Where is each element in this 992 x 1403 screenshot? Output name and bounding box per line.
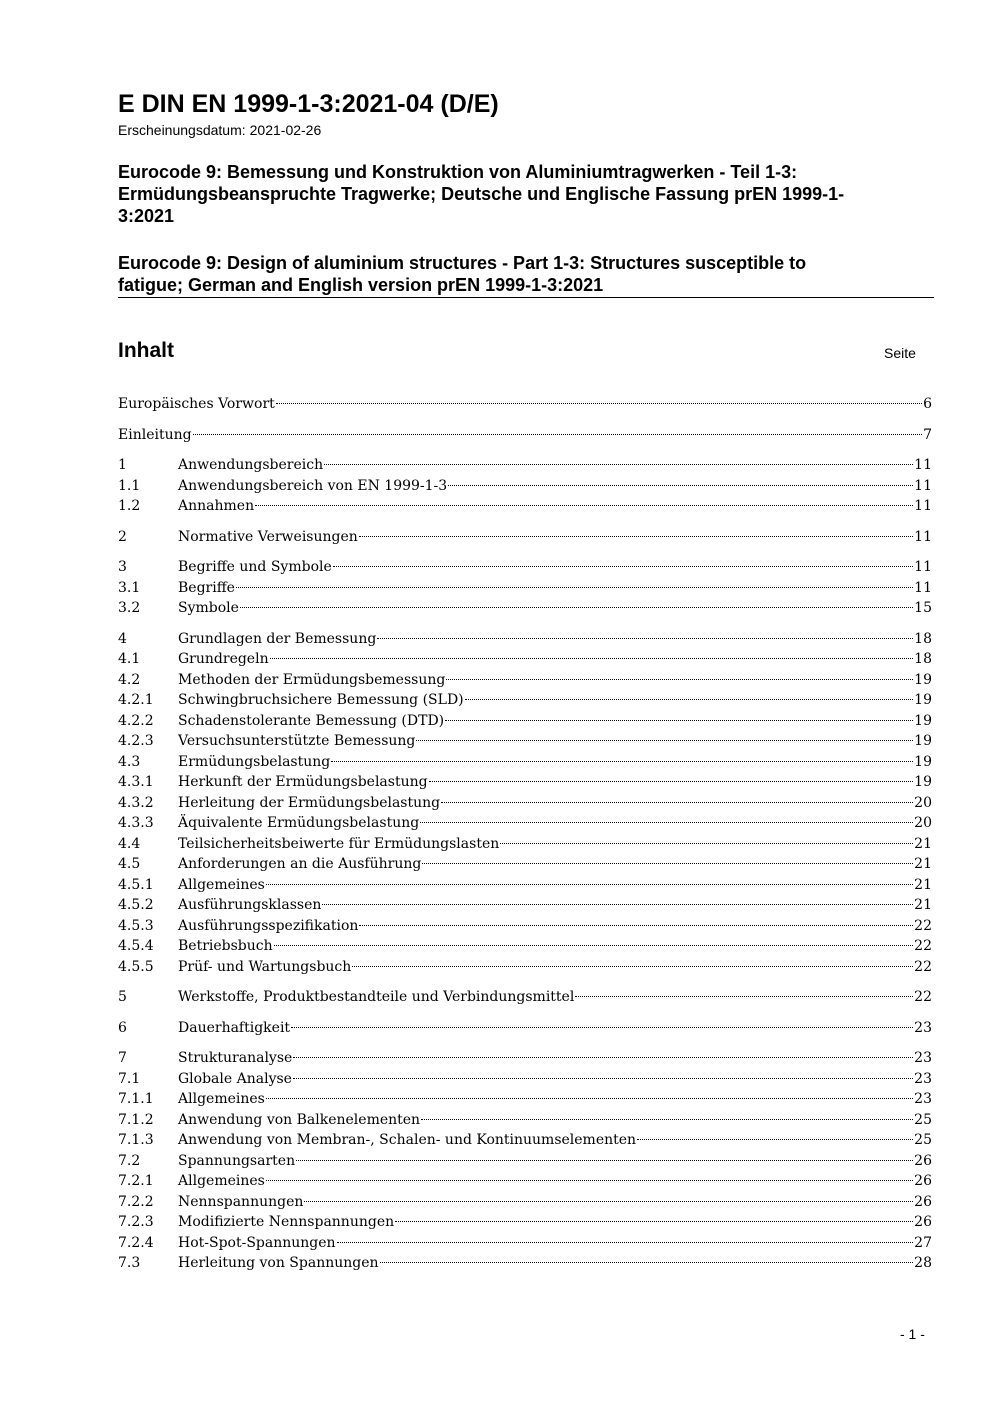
toc-entry-title: Strukturanalyse [178, 1048, 292, 1069]
toc-entry[interactable] [118, 711, 932, 732]
toc-entry-number: 4.3 [118, 753, 141, 770]
toc-entry-title: Dauerhaftigkeit [178, 1018, 290, 1039]
toc-entry-number: 1.1 [118, 477, 141, 494]
toc-entry-line [178, 557, 932, 578]
toc-entry-number: 4.5.3 [118, 917, 154, 934]
toc-entry-number: 4.3.2 [118, 794, 154, 811]
toc-entry-line [178, 1130, 932, 1151]
toc-entry-title: Spannungsarten [178, 1151, 295, 1172]
toc-dot-leader [359, 925, 913, 926]
toc-entry[interactable] [118, 957, 932, 978]
toc-entry-number: 7.1.1 [118, 1091, 154, 1107]
toc-entry[interactable] [118, 455, 932, 476]
toc-entry-page: 20 [914, 794, 932, 811]
toc-entry-number: 7.3 [118, 1255, 141, 1271]
toc-dot-leader [270, 658, 914, 659]
toc-dot-leader [333, 566, 913, 567]
title-german [118, 161, 933, 227]
toc-entry-number: 7.1 [118, 1070, 141, 1087]
toc-entry-title: Werkstoffe, Produktbestandteile und Verbindungsmittel [178, 987, 574, 1008]
toc-dot-leader [236, 587, 913, 588]
toc-entry-page: 11 [914, 528, 932, 545]
toc-entry-page: 21 [914, 856, 932, 872]
title-english-line: fatigue; German and English version prEN 1999-1-3:2021 [118, 275, 604, 295]
toc-entry-line [178, 455, 932, 476]
toc-entry-page: 22 [914, 938, 932, 954]
toc-entry-title: Europäisches Vorwort [118, 394, 275, 415]
toc-entry-line [178, 1192, 932, 1213]
toc-dot-leader [324, 464, 913, 465]
title-german-line: 3:2021 [118, 206, 175, 226]
toc-dot-leader [255, 505, 913, 506]
toc-entry-title: Einleitung [118, 425, 192, 446]
toc-dot-leader [291, 1027, 913, 1028]
toc-entry-page: 20 [914, 815, 932, 831]
toc-entry-page: 11 [914, 498, 932, 514]
toc-entry-line [178, 629, 932, 650]
toc-entry-line [178, 1253, 932, 1274]
toc-dot-leader [266, 1098, 913, 1099]
toc-entry[interactable] [118, 1171, 932, 1192]
toc-entry-title: Schadenstolerante Bemessung (DTD) [178, 711, 444, 732]
document-title: E DIN EN 1999-1-3:2021-04 (D/E) [118, 90, 499, 118]
title-german-line: Ermüdungsbeanspruchte Tragwerke; Deutsche und Englische Fassung prEN 1999-1- [118, 184, 845, 204]
toc-entry[interactable] [118, 1069, 932, 1090]
toc-dot-leader [446, 679, 913, 680]
toc-entry-title: Äquivalente Ermüdungsbelastung [178, 813, 419, 834]
toc-entry-number: 7.2.2 [118, 1193, 154, 1210]
toc-dot-leader [377, 638, 913, 639]
toc-entry-title: Nennspannungen [178, 1192, 303, 1213]
toc-entry-title: Ausführungsklassen [178, 895, 321, 916]
toc-entry[interactable] [118, 875, 932, 896]
toc-entry-line [178, 752, 932, 773]
toc-entry[interactable] [118, 1212, 932, 1233]
toc-entry-title: Hot-Spot-Spannungen [178, 1233, 336, 1254]
toc-entry-title: Globale Analyse [178, 1069, 292, 1090]
toc-dot-leader [293, 1057, 913, 1058]
toc-dot-leader [266, 884, 913, 885]
toc-entry-line [178, 916, 932, 937]
toc-entry-number: 4.5.2 [118, 897, 154, 913]
toc-entry-line [178, 793, 932, 814]
toc-entry-number: 7.2 [118, 1152, 141, 1169]
toc-dot-leader [422, 863, 913, 864]
toc-entry-title: Methoden der Ermüdungsbemessung [178, 670, 445, 691]
toc-entry-number: 4.5.1 [118, 876, 154, 893]
toc-entry-page: 28 [914, 1255, 932, 1271]
title-english [118, 252, 933, 296]
toc-entry-line [178, 731, 932, 752]
toc-entry-title: Symbole [178, 598, 239, 619]
toc-dot-leader [420, 822, 913, 823]
toc-entry[interactable] [118, 1253, 932, 1274]
toc-entry-title: Prüf- und Wartungsbuch [178, 957, 351, 978]
toc-entry-number: 1 [118, 457, 127, 473]
toc-entry[interactable] [118, 895, 932, 916]
toc-entry-page: 21 [914, 897, 932, 913]
toc-entry-page: 19 [914, 712, 932, 729]
toc-entry-number: 3.2 [118, 600, 141, 616]
toc-entry[interactable] [118, 793, 932, 814]
toc-entry-title: Allgemeines [178, 875, 265, 896]
toc-entry-number: 5 [118, 989, 127, 1005]
toc-entry-line [118, 394, 932, 415]
toc-dot-leader [193, 434, 923, 435]
toc-entry-number: 4.1 [118, 651, 141, 667]
toc-entry-line [178, 1048, 932, 1069]
toc-entry-page: 19 [914, 753, 932, 770]
toc-entry-title: Modifizierte Nennspannungen [178, 1212, 394, 1233]
toc-entry-number: 7.2.3 [118, 1214, 154, 1230]
toc-entry[interactable] [118, 690, 932, 711]
toc-entry-number: 7.2.1 [118, 1173, 154, 1189]
toc-entry-title: Annahmen [178, 496, 254, 517]
toc-entry-number: 4.4 [118, 835, 141, 852]
toc-dot-leader [293, 1078, 913, 1079]
toc-entry-page: 21 [914, 876, 932, 893]
publication-date [118, 121, 321, 139]
toc-entry-title: Herleitung von Spannungen [178, 1253, 379, 1274]
toc-dot-leader [445, 720, 913, 721]
toc-entry-line [178, 1018, 932, 1039]
toc-entry-line [178, 875, 932, 896]
toc-entry-page: 15 [914, 600, 932, 616]
toc-dot-leader [359, 536, 913, 537]
toc-dot-leader [304, 1201, 913, 1202]
toc-dot-leader [352, 966, 913, 967]
toc-entry-title: Herkunft der Ermüdungsbelastung [178, 772, 428, 793]
toc-entry-title: Grundregeln [178, 649, 269, 670]
toc-entry[interactable] [118, 731, 932, 752]
toc-entry-page: 11 [914, 457, 932, 473]
toc-entry[interactable] [118, 670, 932, 691]
toc-entry-line [178, 1089, 932, 1110]
toc-entry[interactable] [118, 1151, 932, 1172]
toc-entry-page: 23 [914, 1091, 932, 1107]
toc-entry-page: 23 [914, 1019, 932, 1036]
toc-entry-line [178, 1233, 932, 1254]
toc-entry-line [178, 772, 932, 793]
toc-entry[interactable] [118, 1233, 932, 1254]
page-number: - 1 - [900, 1326, 925, 1342]
toc-entry-page: 23 [914, 1050, 932, 1066]
toc-entry[interactable] [118, 1110, 932, 1131]
toc-dot-leader [296, 1160, 913, 1161]
toc-entry-number: 2 [118, 528, 127, 545]
toc-entry-page: 19 [914, 774, 932, 790]
toc-entry-line [178, 578, 932, 599]
toc-entry-line [178, 1151, 932, 1172]
toc-dot-leader [500, 843, 913, 844]
toc-entry-page: 19 [914, 692, 932, 708]
title-german-line: Eurocode 9: Bemessung und Konstruktion von Aluminiumtragwerken - Teil 1-3: [118, 162, 798, 182]
toc-entry-line [178, 957, 932, 978]
toc-entry-line [178, 987, 932, 1008]
toc-entry-line [178, 496, 932, 517]
toc-entry-line [178, 1171, 932, 1192]
toc-entry-title: Normative Verweisungen [178, 527, 358, 548]
toc-entry-number: 4.2.2 [118, 712, 154, 729]
toc-entry-number: 7.2.4 [118, 1234, 154, 1251]
toc-entry[interactable] [118, 557, 932, 578]
toc-entry-title: Anwendungsbereich von EN 1999-1-3 [178, 476, 447, 497]
toc-entry-line [178, 1212, 932, 1233]
toc-entry-title: Begriffe [178, 578, 235, 599]
publication-date-value: 2021-02-26 [249, 122, 322, 138]
toc-entry-number: 4.5.5 [118, 958, 154, 975]
toc-entry-page: 6 [923, 396, 932, 412]
title-divider [118, 297, 934, 298]
toc-entry-title: Allgemeines [178, 1171, 265, 1192]
toc-entry[interactable] [118, 1089, 932, 1110]
toc-entry[interactable] [118, 772, 932, 793]
toc-entry-title: Versuchsunterstützte Bemessung [178, 731, 415, 752]
toc-entry-page: 26 [914, 1173, 932, 1189]
toc-entry-page: 18 [914, 630, 932, 647]
toc-entry-title: Teilsicherheitsbeiwerte für Ermüdungslasten [178, 834, 499, 855]
toc-dot-leader [380, 1262, 914, 1263]
toc-entry-title: Schwingbruchsichere Bemessung (SLD) [178, 690, 464, 711]
title-english-line: Eurocode 9: Design of aluminium structures - Part 1-3: Structures susceptible to [118, 253, 807, 273]
toc-dot-leader [395, 1221, 913, 1222]
toc-entry-number: 3.1 [118, 579, 141, 596]
toc-dot-leader [575, 996, 913, 997]
toc-entry[interactable] [118, 476, 932, 497]
toc-entry[interactable] [118, 813, 932, 834]
toc-dot-leader [429, 781, 914, 782]
toc-entry-page: 27 [914, 1234, 932, 1251]
toc-entry[interactable] [118, 578, 932, 599]
toc-entry-page: 22 [914, 989, 932, 1005]
toc-entry-line [178, 936, 932, 957]
toc-dot-leader [465, 699, 914, 700]
toc-entry-number: 6 [118, 1019, 127, 1036]
toc-entry-title: Allgemeines [178, 1089, 265, 1110]
toc-entry-number: 7.1.2 [118, 1111, 154, 1128]
toc-entry-title: Betriebsbuch [178, 936, 273, 957]
toc-entry-line [118, 425, 932, 446]
toc-dot-leader [276, 403, 922, 404]
toc-entry[interactable] [118, 598, 932, 619]
toc-entry[interactable] [118, 1192, 932, 1213]
toc-entry-line [178, 649, 932, 670]
toc-entry[interactable] [118, 936, 932, 957]
toc-entry[interactable] [118, 394, 932, 415]
toc-dot-leader [441, 802, 913, 803]
toc-entry-page: 19 [914, 671, 932, 688]
toc-entry[interactable] [118, 1048, 932, 1069]
toc-entry-number: 1.2 [118, 498, 141, 514]
toc-entry-line [178, 1110, 932, 1131]
toc-entry-title: Grundlagen der Bemessung [178, 629, 376, 650]
toc-entry-page: 19 [914, 733, 932, 749]
toc-entry-number: 7 [118, 1050, 127, 1066]
toc-entry-page: 26 [914, 1152, 932, 1169]
toc-dot-leader [416, 740, 913, 741]
toc-entry-number: 4.3.3 [118, 815, 154, 831]
toc-entry-title: Begriffe und Symbole [178, 557, 332, 578]
toc-entry[interactable] [118, 496, 932, 517]
toc-entry-title: Anwendung von Balkenelementen [178, 1110, 420, 1131]
toc-entry-page: 25 [914, 1111, 932, 1128]
toc-entry[interactable] [118, 1130, 932, 1151]
toc-entry-number: 4.5.4 [118, 938, 154, 954]
toc-entry[interactable] [118, 527, 932, 548]
toc-entry-line [178, 690, 932, 711]
toc-entry[interactable] [118, 425, 932, 446]
toc-dot-leader [448, 485, 913, 486]
toc-entry-number: 7.1.3 [118, 1132, 154, 1148]
publication-date-label: Erscheinungsdatum: [118, 122, 246, 138]
toc-entry-number: 4.2 [118, 671, 141, 688]
toc-dot-leader [322, 904, 913, 905]
toc-dot-leader [421, 1119, 913, 1120]
toc-entry[interactable] [118, 854, 932, 875]
toc-entry[interactable] [118, 752, 932, 773]
toc-entry-number: 4.3.1 [118, 774, 154, 790]
toc-entry-line [178, 895, 932, 916]
toc-dot-leader [266, 1180, 913, 1181]
toc-entry-page: 21 [914, 835, 932, 852]
toc-entry-line [178, 813, 932, 834]
toc-entry[interactable] [118, 649, 932, 670]
toc-dot-leader [240, 607, 913, 608]
toc-dot-leader [637, 1139, 913, 1140]
toc-entry-line [178, 476, 932, 497]
toc-entry[interactable] [118, 629, 932, 650]
toc-entry-line [178, 1069, 932, 1090]
toc-entry-line [178, 854, 932, 875]
toc-entry-line [178, 711, 932, 732]
toc-page-column-label: Seite [884, 345, 916, 361]
toc-entry-line [178, 598, 932, 619]
toc-entry-page: 23 [914, 1070, 932, 1087]
toc-entry-number: 4.2.1 [118, 692, 154, 708]
toc-dot-leader [274, 945, 914, 946]
toc-entry-line [178, 670, 932, 691]
toc-entry[interactable] [118, 916, 932, 937]
toc-entry-number: 4.2.3 [118, 733, 154, 749]
toc-entry-page: 25 [914, 1132, 932, 1148]
toc-entry-page: 22 [914, 917, 932, 934]
toc-entry-title: Anforderungen an die Ausführung [178, 854, 421, 875]
toc-entry-number: 3 [118, 559, 127, 575]
toc-entry[interactable] [118, 834, 932, 855]
toc-dot-leader [337, 1242, 914, 1243]
toc-entry-line [178, 834, 932, 855]
toc-entry-title: Anwendungsbereich [178, 455, 323, 476]
table-of-contents [118, 394, 932, 1274]
toc-entry-number: 4.5 [118, 856, 141, 872]
toc-entry-page: 18 [914, 651, 932, 667]
toc-entry-page: 26 [914, 1214, 932, 1230]
toc-entry-number: 4 [118, 630, 127, 647]
toc-entry-title: Ausführungsspezifikation [178, 916, 358, 937]
toc-entry[interactable] [118, 1018, 932, 1039]
toc-heading: Inhalt [118, 339, 174, 362]
toc-entry-page: 26 [914, 1193, 932, 1210]
toc-entry-title: Anwendung von Membran-, Schalen- und Kontinuumselementen [178, 1130, 636, 1151]
toc-entry-line [178, 527, 932, 548]
toc-entry-page: 7 [923, 426, 932, 443]
toc-entry-title: Ermüdungsbelastung [178, 752, 330, 773]
toc-entry-page: 22 [914, 958, 932, 975]
toc-dot-leader [331, 761, 913, 762]
toc-entry-page: 11 [914, 477, 932, 494]
toc-entry-page: 11 [914, 579, 932, 596]
toc-entry[interactable] [118, 987, 932, 1008]
toc-entry-title: Herleitung der Ermüdungsbelastung [178, 793, 440, 814]
toc-entry-page: 11 [914, 559, 932, 575]
